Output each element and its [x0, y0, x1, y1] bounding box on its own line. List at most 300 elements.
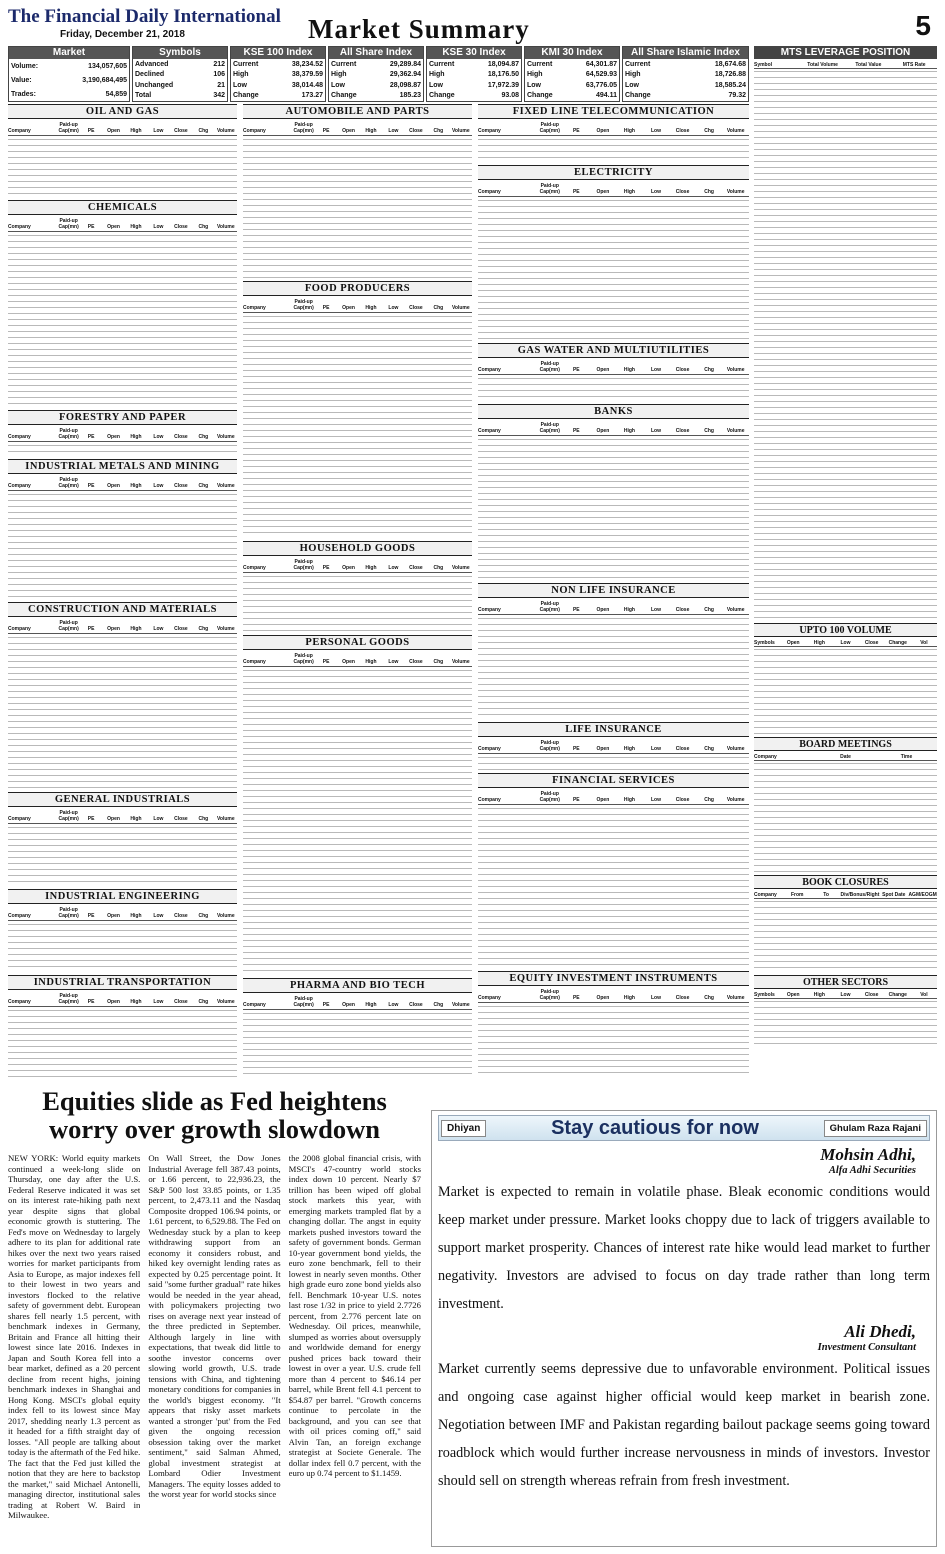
- column-header: PE: [87, 625, 95, 632]
- stats-row: Volume: 134,057,605: [11, 62, 127, 70]
- board-meetings-heading: BOARD MEETINGS: [754, 737, 937, 751]
- column-header-row: Symbols Open High Low Close Change Vol: [754, 989, 937, 999]
- stats-heading: Market: [9, 47, 129, 59]
- column-header: High: [365, 128, 377, 134]
- column-header: High: [130, 625, 142, 632]
- sector-heading: CHEMICALS: [8, 200, 237, 215]
- opinion-banner: [438, 1115, 930, 1141]
- column-header: Company: [8, 999, 31, 1006]
- column-header-row: [478, 419, 749, 436]
- sector-heading: NON LIFE INSURANCE: [478, 583, 749, 598]
- table-rows: [243, 574, 472, 632]
- sector-heading: GAS WATER AND MULTIUTILITIES: [478, 343, 749, 358]
- stats-heading: All Share Islamic Index: [623, 47, 748, 59]
- sector-table: [8, 889, 237, 974]
- column-header: Open: [596, 797, 610, 804]
- column-header: Chg: [704, 746, 714, 752]
- column-header: Close: [174, 912, 188, 919]
- stats-kse30: [426, 46, 522, 102]
- column-tag: Dhiyan: [441, 1120, 486, 1137]
- table-rows: [8, 443, 237, 456]
- column-header: Chg: [433, 128, 444, 134]
- book-closures-heading: BOOK CLOSURES: [754, 875, 937, 889]
- sector-heading: PHARMA AND BIO TECH: [243, 978, 472, 993]
- column-header: Volume: [726, 606, 745, 613]
- column-header: Chg: [198, 482, 209, 489]
- column-header: Close: [675, 188, 690, 195]
- column-header: Low: [388, 304, 399, 311]
- column-header: High: [623, 746, 635, 752]
- column-header: Volume: [726, 128, 745, 134]
- column-header: Paid-up Cap(mn): [58, 218, 79, 231]
- column-header: Low: [650, 428, 661, 435]
- column-header: Chg: [198, 816, 209, 823]
- column-header: Paid-up Cap(mn): [293, 558, 314, 571]
- column-header: PE: [572, 367, 580, 374]
- table-rows: [478, 376, 749, 401]
- table-rows: [478, 755, 749, 770]
- column-header: Volume: [216, 482, 235, 489]
- stats-row: Current 18,094.87: [429, 60, 519, 68]
- stats-row: High 38,379.59: [233, 71, 323, 79]
- sector-column-3: [478, 104, 749, 1079]
- column-header: Chg: [704, 367, 714, 374]
- side-column: [754, 46, 937, 1045]
- column-header: Low: [153, 625, 164, 632]
- column-header: Paid-up Cap(mn): [58, 476, 79, 489]
- table-rows: [243, 314, 472, 538]
- column-header: Low: [388, 128, 399, 134]
- sector-heading: GENERAL INDUSTRIALS: [8, 792, 237, 807]
- stats-row: Current 18,674.68: [625, 60, 746, 68]
- column-header: Close: [174, 816, 188, 823]
- column-header: High: [623, 128, 635, 134]
- sector-table: [478, 583, 749, 720]
- column-header: Company: [243, 128, 266, 134]
- column-header: Open: [596, 188, 610, 195]
- column-header: Paid-up Cap(mn): [539, 791, 560, 804]
- column-header: Open: [596, 606, 610, 613]
- sector-heading: FINANCIAL SERVICES: [478, 773, 749, 788]
- column-header: Volume: [726, 995, 745, 1002]
- column-header: Low: [153, 912, 164, 919]
- column-header: Low: [650, 606, 661, 613]
- sector-table: [478, 971, 749, 1079]
- column-header: High: [623, 606, 635, 613]
- column-header: Paid-up Cap(mn): [293, 995, 314, 1008]
- article-column-3: the 2008 global financial crisis, with MSCI's 47-country world stocks index down 10 percent. Nearly $7 trillion has been wiped off global stock markets this year, with emerging markets trampled flat by a changing dollar. The angst in equity markets pushed investors toward the safety of government bonds. German 10-year government bond yields, the euro zone benchmark, fell to their lowest in nearly seven months. Other high grade euro zone bond yields also fell. Benchmark 10-year U.S. notes last rose 1/32 in price to yield 2.7726 percent, from 2.776 percent late on Wednesday. Oil prices, meanwhile, slumped as worries about oversupply and worldwide demand for energy pushed prices back toward their lowest in over a year. U.S. crude fell more than 4 percent to $46.14 per barrel, while Brent fell 4.1 percent to $54.87 per barrel. "Growth concerns continue to percolate in the background, and you can see that with oil prices coming off," said Alvin Tan, an foreign exchange strategist at Societe Generale. The dollar index fell 0.7 percent, with the euro up 0.74 percent to $1.1459.: [288, 1153, 421, 1478]
- table-rows: [243, 668, 472, 975]
- column-header: Company: [8, 128, 31, 134]
- column-header: PE: [87, 912, 95, 919]
- column-header: Chg: [198, 999, 209, 1006]
- column-header: PE: [322, 1001, 330, 1008]
- column-header: Close: [409, 564, 423, 571]
- sector-heading: AUTOMOBILE AND PARTS: [243, 104, 472, 119]
- table-rows: [754, 899, 937, 973]
- column-header: Close: [174, 482, 188, 489]
- column-header-row: [8, 425, 237, 442]
- column-header: High: [130, 912, 142, 919]
- table-rows: [8, 922, 237, 973]
- column-header: High: [130, 433, 142, 440]
- column-header-row: [243, 296, 472, 313]
- sector-heading: EQUITY INVESTMENT INSTRUMENTS: [478, 971, 749, 986]
- sector-table: [243, 104, 472, 279]
- column-header: Close: [675, 995, 690, 1002]
- column-header: Company: [8, 625, 31, 632]
- column-header: Low: [153, 999, 164, 1006]
- sector-heading: BANKS: [478, 404, 749, 419]
- column-header: Company: [243, 658, 266, 665]
- column-header: Chg: [704, 606, 714, 613]
- column-header: Low: [153, 433, 164, 440]
- sector-table: [243, 281, 472, 539]
- column-header: Chg: [198, 912, 209, 919]
- column-header: PE: [572, 797, 580, 804]
- column-header: Company: [478, 188, 501, 195]
- sector-table: [478, 104, 749, 163]
- column-header: Volume: [726, 367, 745, 374]
- column-header: Low: [153, 816, 164, 823]
- column-header: Chg: [704, 995, 714, 1002]
- sector-table: [243, 635, 472, 976]
- masthead: [8, 6, 937, 46]
- column-header: High: [130, 816, 142, 823]
- column-header-row: [243, 650, 472, 667]
- sector-column-1: [8, 104, 237, 1079]
- column-header: Chg: [704, 797, 714, 804]
- column-header: PE: [87, 224, 95, 231]
- column-header: Low: [388, 1001, 399, 1008]
- stats-kse100: [230, 46, 326, 102]
- column-header: PE: [572, 128, 580, 134]
- column-header: Low: [650, 797, 661, 804]
- column-header: Close: [174, 433, 188, 440]
- column-header: Volume: [451, 1001, 470, 1008]
- column-header: Paid-up Cap(mn): [539, 422, 560, 435]
- book-closures-table: [754, 875, 937, 973]
- speaker-org: Alfa Adhi Securities: [828, 1165, 916, 1176]
- column-header-row: [478, 598, 749, 615]
- table-rows: [478, 198, 749, 341]
- column-header: Low: [650, 188, 661, 195]
- board-meetings-table: [754, 737, 937, 873]
- table-rows: [754, 69, 937, 621]
- speaker-org: Investment Consultant: [817, 1342, 916, 1353]
- mts-leverage-table: [754, 46, 937, 621]
- table-rows: [754, 647, 937, 735]
- column-header: Paid-up Cap(mn): [539, 740, 560, 752]
- column-header: Chg: [198, 625, 209, 632]
- stats-row: High 18,726.88: [625, 71, 746, 79]
- column-header: Low: [153, 128, 164, 134]
- column-header-row: [478, 737, 749, 754]
- column-header: PE: [322, 564, 330, 571]
- column-header: High: [623, 367, 635, 374]
- stats-market: [8, 46, 130, 102]
- column-header: Volume: [216, 128, 235, 134]
- column-header-row: [8, 617, 237, 634]
- column-header-row: [243, 993, 472, 1010]
- stats-row: Change 185.23: [331, 92, 421, 100]
- column-header: Paid-up Cap(mn): [58, 427, 79, 440]
- sector-table: [8, 792, 237, 886]
- column-header: Paid-up Cap(mn): [58, 122, 79, 134]
- column-header: Company: [8, 482, 31, 489]
- column-header: Close: [409, 128, 423, 134]
- stats-row: High 18,176.50: [429, 71, 519, 79]
- table-rows: [478, 1004, 749, 1078]
- column-header: Low: [650, 367, 661, 374]
- sector-table: [8, 459, 237, 600]
- column-header: Close: [409, 304, 423, 311]
- column-header: Paid-up Cap(mn): [58, 810, 79, 823]
- sector-heading: CONSTRUCTION AND MATERIALS: [8, 602, 237, 617]
- column-header: Close: [675, 606, 690, 613]
- column-header: Chg: [433, 1001, 444, 1008]
- sector-table: [478, 773, 749, 969]
- speaker-name: Ali Dhedi,: [844, 1322, 916, 1341]
- column-header: Company: [243, 304, 266, 311]
- column-header-row: Symbol Total Volume Total Value MTS Rate: [754, 59, 937, 69]
- column-header: Close: [174, 224, 188, 231]
- stats-heading: KSE 100 Index: [231, 47, 325, 59]
- column-header: Open: [107, 128, 120, 134]
- column-header: Company: [478, 367, 501, 374]
- column-header: Chg: [198, 433, 209, 440]
- column-header: High: [130, 128, 142, 134]
- column-header-row: Symbols Open High Low Close Change Vol: [754, 637, 937, 647]
- column-header: Close: [409, 1001, 423, 1008]
- stats-row: Trades: 54,859: [11, 90, 127, 98]
- column-header: Low: [650, 746, 661, 752]
- column-header: High: [623, 995, 635, 1002]
- column-header: Paid-up Cap(mn): [539, 361, 560, 374]
- column-header: Volume: [726, 797, 745, 804]
- column-header: PE: [572, 995, 580, 1002]
- column-header: Open: [342, 128, 355, 134]
- column-header: High: [365, 564, 377, 571]
- column-header: Chg: [198, 128, 209, 134]
- column-header: Chg: [433, 564, 444, 571]
- column-header: Close: [675, 367, 690, 374]
- column-header: High: [130, 999, 142, 1006]
- column-header: Low: [650, 995, 661, 1002]
- column-header: High: [623, 428, 635, 435]
- sector-table: [243, 541, 472, 633]
- sector-heading: FOOD PRODUCERS: [243, 281, 472, 296]
- column-header-row: [8, 990, 237, 1007]
- column-header: PE: [87, 433, 95, 440]
- stats-allshare: [328, 46, 424, 102]
- stats-row: Total 342: [135, 92, 225, 100]
- column-header: Paid-up Cap(mn): [539, 600, 560, 613]
- column-header: Close: [675, 128, 690, 134]
- article-headline: Equities slide as Fed heightens worry over growth slowdown: [42, 1086, 387, 1144]
- column-header: Volume: [726, 428, 745, 435]
- stats-row: Change 173.27: [233, 92, 323, 100]
- column-header: PE: [322, 304, 330, 311]
- table-rows: [243, 1011, 472, 1078]
- column-header: Company: [243, 564, 266, 571]
- sector-heading: HOUSEHOLD GOODS: [243, 541, 472, 556]
- column-header-row: [8, 807, 237, 824]
- speaker-comment: Market is expected to remain in volatile phase. Bleak economic conditions would keep market under pressure. Market looks choppy due to lack of triggers available to support market prosperity. Chances of interest rate hike would lead market to further negativity. Investors are advised to focus on day trade rather than long term investment.: [438, 1184, 930, 1312]
- upto-volume-heading: UPTO 100 VOLUME: [754, 623, 937, 637]
- column-header: Volume: [451, 128, 470, 134]
- table-rows: [8, 825, 237, 885]
- sector-heading: FORESTRY AND PAPER: [8, 410, 237, 425]
- stats-row: Current 29,289.84: [331, 60, 421, 68]
- column-header: PE: [87, 816, 95, 823]
- column-header: Volume: [216, 816, 235, 823]
- stats-heading: KSE 30 Index: [427, 47, 521, 59]
- stats-islamic: [622, 46, 749, 102]
- stats-row: Current 64,301.87: [527, 60, 617, 68]
- sector-column-2: [243, 104, 472, 1079]
- column-header-row: [8, 119, 237, 136]
- column-header: Low: [388, 658, 399, 665]
- column-header: Volume: [216, 433, 235, 440]
- column-header: Open: [107, 625, 120, 632]
- sector-heading: LIFE INSURANCE: [478, 722, 749, 737]
- market-stats-bar: [8, 46, 751, 102]
- table-rows: [478, 616, 749, 719]
- stats-row: Change 79.32: [625, 92, 746, 100]
- sector-table: [243, 978, 472, 1079]
- column-header-row: [243, 119, 472, 136]
- column-header: Paid-up Cap(mn): [539, 182, 560, 195]
- column-header: Company: [478, 606, 501, 613]
- column-header: Paid-up Cap(mn): [58, 906, 79, 919]
- table-rows: [8, 137, 237, 197]
- sector-table: [8, 975, 237, 1079]
- stats-row: High 64,529.93: [527, 71, 617, 79]
- column-header-row: [8, 904, 237, 921]
- column-header: Low: [153, 482, 164, 489]
- table-rows: [754, 761, 937, 873]
- table-rows: [243, 137, 472, 278]
- table-rows: [8, 635, 237, 789]
- column-header: PE: [322, 128, 330, 134]
- column-header: Volume: [726, 746, 745, 752]
- sector-heading: INDUSTRIAL TRANSPORTATION: [8, 975, 237, 990]
- paper-name: The Financial Daily International: [8, 6, 281, 27]
- column-header: Close: [409, 658, 423, 665]
- column-header: Open: [107, 224, 120, 231]
- column-header: High: [365, 658, 377, 665]
- column-header: Open: [596, 746, 610, 752]
- column-header: PE: [572, 428, 580, 435]
- column-header: Volume: [216, 625, 235, 632]
- stats-heading: KMI 30 Index: [525, 47, 619, 59]
- column-header: Company: [8, 816, 31, 823]
- column-header: Paid-up Cap(mn): [539, 122, 560, 134]
- column-header: Chg: [704, 188, 714, 195]
- sector-table: [8, 410, 237, 457]
- column-header: Low: [650, 128, 661, 134]
- table-rows: [478, 437, 749, 580]
- article-column-2: On Wall Street, the Dow Jones Industrial Average fell 387.43 points, or 1.66 percent, to 22,936.23, the S&P 500 lost 33.85 points, or 1.35 percent, to 2,473.11 and the Nasdaq Composite dropped 106.94 points, or 1.61 percent, to 6,529.88. The Fed on Wednesday stuck by a plan to keep withdrawing support from an economy it considers robust, and hiked key overnight lending rates as expected by 0.25 percentage point. It said "some further gradual" rate hikes would be needed in the year ahead, with policymakers projecting two rises on average next year instead of the three predicted in September. Although largely in line with expectations, that tweak did little to soothe investor concerns over slowing world growth, U.S. trade tensions with China, and tightening monetary conditions for companies in the world's biggest economy. "It appears that risky asset markets wanted a stronger 'put' from the Fed given the ongoing recession obsession taking over the market sentiment," said Salman Ahmed, global investment strategist at Lombard Odier Investment Managers. The equity losses added to the worst year for world stocks since: [148, 1153, 281, 1499]
- sector-table: [8, 602, 237, 790]
- sector-table: [478, 165, 749, 342]
- column-header: Low: [388, 564, 399, 571]
- column-header: Company: [8, 433, 31, 440]
- column-header: Open: [107, 816, 120, 823]
- stats-row: Low 63,776.05: [527, 81, 617, 89]
- column-header: Volume: [726, 188, 745, 195]
- stats-symbols: [132, 46, 228, 102]
- column-header: PE: [322, 658, 330, 665]
- column-header: Close: [174, 128, 188, 134]
- opinion-author: Ghulam Raza Rajani: [824, 1120, 927, 1137]
- sector-heading: ELECTRICITY: [478, 165, 749, 180]
- column-header-row: [478, 180, 749, 197]
- stats-kmi30: [524, 46, 620, 102]
- column-header: Company: [8, 912, 31, 919]
- column-header: Close: [675, 428, 690, 435]
- column-header: PE: [87, 128, 95, 134]
- column-header: High: [365, 1001, 377, 1008]
- stats-row: Low 17,972.39: [429, 81, 519, 89]
- stats-heading: All Share Index: [329, 47, 423, 59]
- column-header: Open: [342, 658, 355, 665]
- stats-row: Low 38,014.48: [233, 81, 323, 89]
- column-header: Paid-up Cap(mn): [539, 989, 560, 1002]
- stats-row: Unchanged 21: [135, 81, 225, 89]
- sector-heading: INDUSTRIAL ENGINEERING: [8, 889, 237, 904]
- column-header: Company: [478, 797, 501, 804]
- column-header-row: [8, 474, 237, 491]
- table-rows: [478, 137, 749, 162]
- column-header: PE: [572, 746, 580, 752]
- column-header: High: [623, 188, 635, 195]
- opinion-title: Stay cautious for now: [551, 1116, 759, 1139]
- column-header: High: [365, 304, 377, 311]
- column-header: Volume: [451, 564, 470, 571]
- sector-table: [478, 722, 749, 771]
- other-sectors-table: [754, 975, 937, 1045]
- column-header: Paid-up Cap(mn): [58, 993, 79, 1006]
- column-header: Volume: [216, 224, 235, 231]
- news-article: [8, 1087, 421, 1547]
- column-header: Paid-up Cap(mn): [293, 122, 314, 134]
- column-header: Open: [107, 433, 120, 440]
- page-title: Market Summary: [308, 14, 530, 44]
- stats-row: Low 18,585.24: [625, 81, 746, 89]
- column-header: Open: [596, 367, 610, 374]
- stats-row: Value: 3,190,684,495: [11, 76, 127, 84]
- column-header: Close: [174, 625, 188, 632]
- stats-row: Low 28,098.87: [331, 81, 421, 89]
- stats-row: Change 494.11: [527, 92, 617, 100]
- column-header: Chg: [433, 658, 444, 665]
- table-rows: [8, 233, 237, 406]
- column-header: PE: [572, 188, 580, 195]
- column-header: High: [130, 224, 142, 231]
- upto-volume-table: [754, 623, 937, 735]
- column-header-row: Company From To Div/Bonus/Right Spot Date AGM/EOGM: [754, 889, 937, 899]
- stats-row: Change 93.08: [429, 92, 519, 100]
- stats-row: Current 38,234.52: [233, 60, 323, 68]
- column-header: Open: [342, 1001, 355, 1008]
- column-header: Volume: [451, 304, 470, 311]
- column-header: Close: [675, 746, 690, 752]
- table-rows: [8, 492, 237, 599]
- stats-heading: Symbols: [133, 47, 227, 59]
- stats-row: Declined 106: [135, 71, 225, 79]
